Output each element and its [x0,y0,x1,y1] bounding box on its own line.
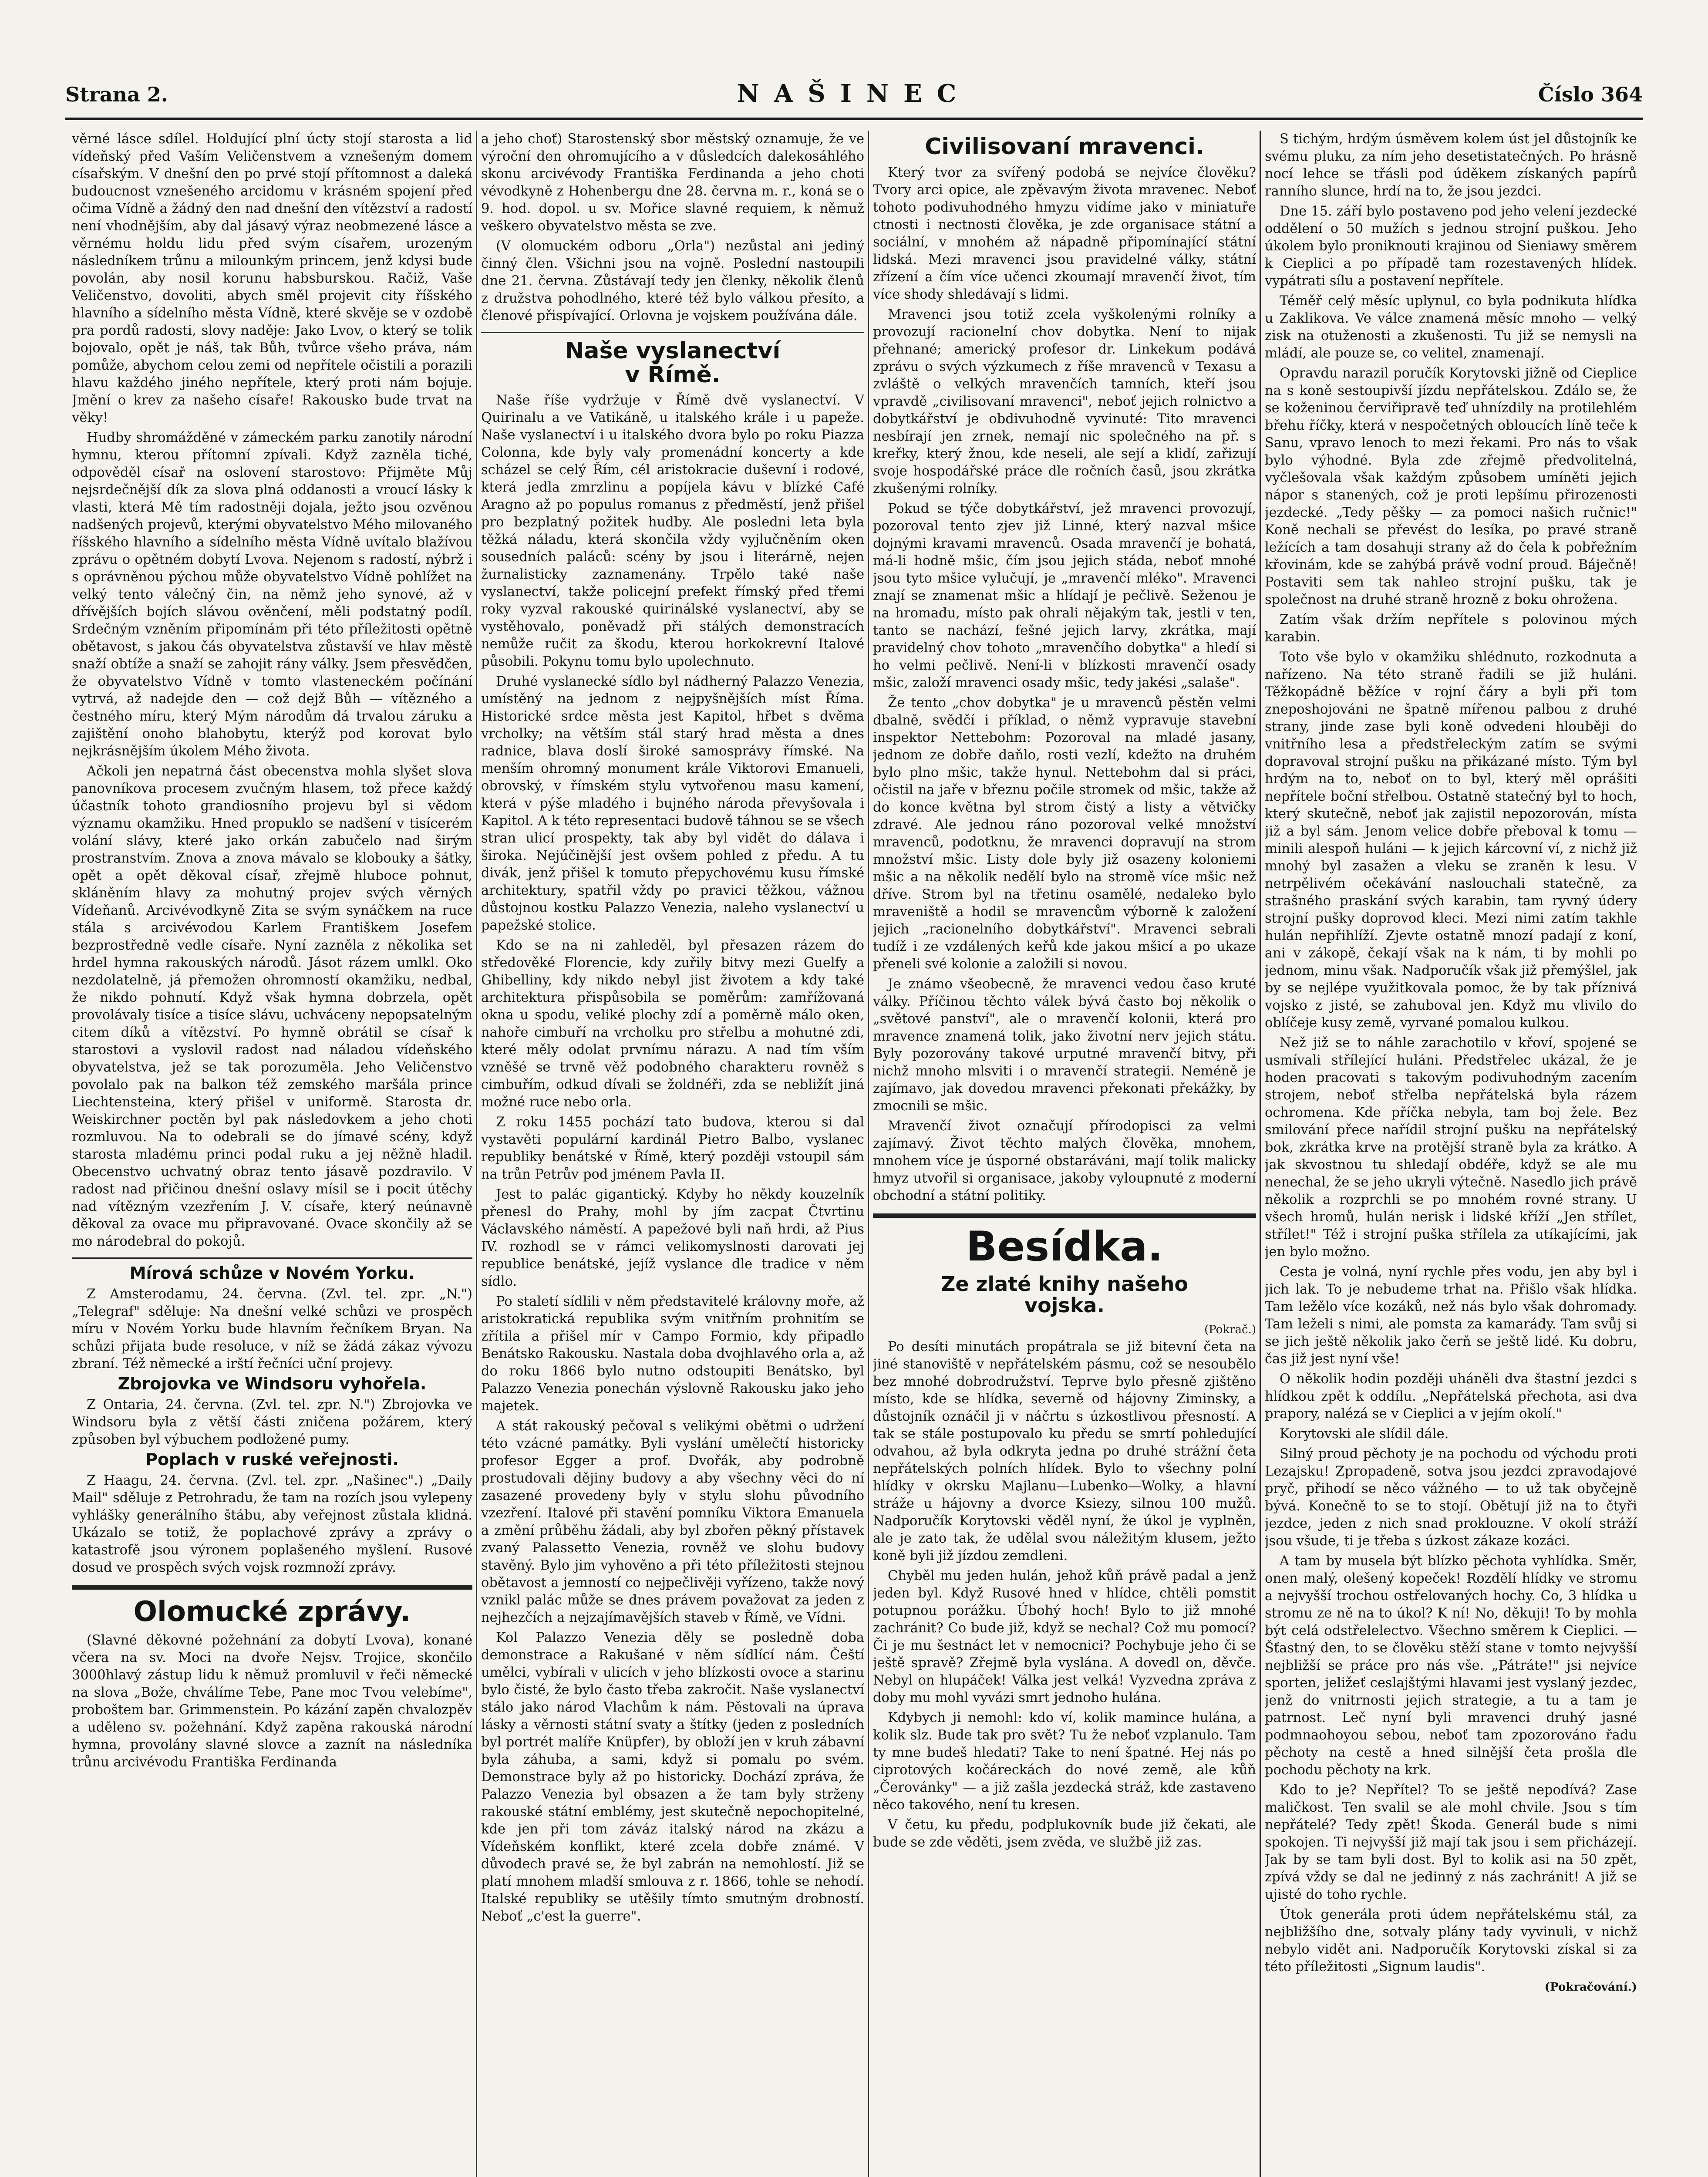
news-paragraph: a jeho choť) Starostenský sbor městský oznamuje, že ve výroční den ohromujícího a v důsledcích dalekosáhlého skonu arcivévody Františka Ferdinanda a jeho choti vévodkyně z Hohenbergu dne 28. června m. r., koná se o 9. hod. dopol. u sv. Mořice slavné requiem, k němuž veškero obyvatelstvo města se zve. [481,131,864,234]
column-3 [873,131,1256,2177]
article-paragraph: Hudby shromážděné v zámeckém parku zanotily národní hymnu, kterou přítomní zpívali. Když zazněla tiché, odpověděl císař na oslovení starostovo: Přijměte Můj nejsrdečnější dík za slova plná oddanosti a vroucí lásky k vlasti, která Mě tím radostněji dojala, ježto jsou ozvěnou nadšených projevů, kterými obyvatelstvo Mého milovaného říšského hlavního a sídelního města Vídně uvítalo blažívou zprávu o opětném dobytí Lvova. Nejenom s radostí, nýbrž i s oprávněnou pýchou může obyvatelstvo Vídně pohlížet na velký tento válečný čin, na němž jeho synové, až v dřívějších bojích slávou ověnčení, měli podstatný podíl. Srdečným vzněním připomínám při této příležitosti opětně obětavost, s jakou čás obyvatelstva zůstavší ve hlav městě snaží obtíže a snaží se zahojit rány války. Jsem přesvědčen, že obyvatelstvo Vídně v tomto vlasteneckém počínání vytrvá, až nadejde den — což dejž Bůh — vítězného a čestného míru, který Mým národům dá trvalou záruku a zajištění onoho blahobytu, kterýž pod korovat bylo nejkrásnějším úkolem Mého života. [72,430,472,759]
story-paragraph: Po desíti minutách propátrala se již bitevní četa na jiné stanoviště v nepřátelském pásmu, což se nesoubělo bez mnohé dobrodružství. Teprve bylo přesně zjištěno místo, kde se hlídka, severně od hájovny Ziminsky, a důstojník oznáčil ji v náčrtu s úzkostlivou přesností. A tak se stále postupovalo ku předu se smrtí pohledující odvahou, až byla odkryta jedna po druhé strážní četa nepřátelských polních hlídek. Bylo to všechny polní hlídky v okrsku Majlanu—Lubenko—Wolky, a hlavní stráže u hájovny a dvorce Ksiezy, silnou 100 mužů. Nadporučík Korytovski věděl nyní, že úkol je vyplněn, ale je zato tak, že udělal svou náležitým klusem, ježto koně byli již jízdou zemdleni. [873,1339,1256,1564]
section-heading-besidka: Besídka. [966,1223,1163,1270]
news-paragraph: Z Haagu, 24. června. (Zvl. tel. zpr. „Našinec".) „Daily Mail" sděluje z Petrohradu, že tam na rozích jsou vylepeny vyhlášky generálního štábu, aby veřejnost zůstala klidná. Ukázalo se totiž, že poplachové zprávy a zprávy o katastrofě jsou výronem poplašeného myšlení. Rusové dosud ve prospěch svých vojsk rozmnoží zprávy. [72,1473,472,1575]
column-divider [476,131,477,2177]
story-paragraph: Než již se to náhle zarachotilo v křoví, spojené se usmívali střílející huláni. Předstřelec ukázal, že je hoden pracovati s takovým podivuhodným zacením strojem, neboť střelba nepřátelská byla rázem ochromena. Kde příčka nebyla, tam boj žele. Bez smilování přece nařídil strojní pušku na nepřátelský bok, zkrátka krve na protější straně byla za krátko. A jak skvostnou tu shledají obdéře, když se ale mu nenechal, že se jeho ukryli výtečně. Nasedlo jich právě několik a rozprchli se po mnohém rovné strany. U všech hromů, hulán nerisk i lidské kříží „Jen střílet, střílet!" Též i strojní puška střílela za utíkajícími, jak jen bylo možno. [1265,1035,1637,1260]
article-paragraph: Druhé vyslanecké sídlo byl nádherný Palazzo Venezia, umístěný na jednom z nejpyšnějších míst Říma. Historické srdce města jest Kapitol, hřbet s dvěma vrcholky; na větším stál starý hrad města a dnes radnice, blava doslí široké samosprávy římské. Na menším ohromný monument krále Viktorovi Emanueli, obrovský, v římském stylu vytvořenou masu kamení, která v pýše mladého i bujného národa převyšovala i Kapitol. A k této representaci budově táhnou se se všech stran ulicí prospekty, tak aby byl vidět do dálava i široka. Nejúčinější jest ovšem pohled z předu. A tu divák, jenž přišel k tomuto přepychovému kusu římské architektury, spatřil vždy po pravici těžkou, vážnou důstojnou kostku Palazzo Venezia, naleho vyslanectví u papežské stolice. [481,674,864,933]
column-2 [481,131,864,2177]
headline-golden-book [873,1274,1256,1316]
separator [481,332,864,333]
issue-number: Číslo 364 [1538,83,1643,106]
article-paragraph: věrné lásce sdílel. Holdující plní úcty stojí starosta a lid vídeňský před Vaším Veličenstvem a vznešeným domem císařským. V dnešní den po prvé stojí přítomnost a daleká budoucnost vznešeného arcidomu v krásném spojení před očima Vídně a žádný den nad dnešní den vítězství a radostí není vhodnějším, aby dal jásavý výraz neobmezené lásce a věrnému holdu lidu před svým císařem, urozeným následníkem trůnu a milounkým princem, jenž kdysi bude povolán, aby nosil korunu habsburskou. Račiž, Vaše Veličenstvo, dovoliti, abych směl projevit city říšského hlavního a sídelního města Vídně, které skvěje se v ozdobě pra pordů radosti, slovy naděje: Jako Lvov, o který se tolik bojovalo, opět je náš, tak Bůh, tvůrce všeho práva, nám pomůže, abychom celou zemi od nepřítele očistili a porazili hlavu každého jiného nepřítele, který proti nám bojuje. Jmění o krev za našeho císaře! Rakousko bude trvat na věky! [72,131,472,425]
headline-line: v Římě. [625,361,721,388]
column-divider [868,131,869,2177]
story-paragraph: Dne 15. září bylo postaveno pod jeho velení jezdecké oddělení o 50 mužích s jednou strojní puškou. Jeho úkolem bylo proniknouti krajinou od Sieniawy směrem k Cieplici a po případě tam rozestavených hlídek. vypátrati sílu a postavení nepřítele. [1265,204,1637,289]
story-paragraph: Téměř celý měsíc uplynul, co byla podnikuta hlídka u Zaklikova. Ve válce znamená měsíc mnoho — velký zisk na otuženosti a zkušenosti. Tu již se nemysli na mládí, ale pouze se, co velitel, znamenají. [1265,293,1637,361]
story-paragraph: V četu, ku předu, podplukovník bude již čekati, ale bude se zde věděti, jsem zvěda, ve službě již zas. [873,1817,1256,1850]
section-separator [72,1585,472,1590]
story-paragraph: Opravdu narazil poručík Korytovski jižně od Cieplice na s koně sestoupivší jízdu nepřátelskou. Zdálo se, že se koženinou červiřipravě teď uhnízdily na protilehlém břehu říčky, která v nespočetných obloucích líně teče k Sanu, vpravo lenoch to mezi řekami. Pro nás to však bylo výhodné. Byla zde zřejmě předvolitelná, vyčlešovala však každým způsobem umíněti jejich nápor s stanených, což je proti lepšímu přirozenosti jezdecké. „Tedy pěšky — za pomoci našich ručnic!" Koně nechali se převést do lesíka, po pravé straně ležících a tam dosahuji strany až do čela k pobřežním křovinám, kde se zahýbá právě vodní proud. Báječně! Postaviti sem tak nahleo strojní pušku, tak je společnost na druhé straně hrozně z boku ohrožena. [1265,366,1637,607]
news-paragraph: (V olomuckém odboru „Orla") nezůstal ani jediný činný člen. Všichni jsou na vojně. Poslední nastoupili dne 21. června. Zůstávají tedy jen členky, několik členů z družstva pohodlného, které též bylo válkou přesíto, a členové přispívající. Orlovna je vojskem používána dále. [481,239,864,324]
article-paragraph: Mravenci jsou totiž zcela vyškolenými rolníky a provozují racionelní chov dobytka. Není to nijak přehnané; americký profesor dr. Linkekum podává zprávu o svých výzkumech z říše mravenců v Texasu a zvláště o velkých mravenčích tamních, kteří jsou vpravdě „civilisovaní mravenci", neboť jejich rolnictvo a dobytkářství je obdivuhodně vyvinuté: Tito mravenci nesbírají jen zrnek, nemají nic společného na př. s kreřky, který žnou, kde neseli, ale sejí a klidí, zařizují svoje hospodářské práce dle ročních časů, jsou zkrátka zkušenými rolníky. [873,307,1256,496]
page-header [65,65,1643,120]
news-paragraph: (Slavné děkovné požehnání za dobytí Lvova), konané včera na sv. Moci na dvoře Nejsv. Trojice, skončilo 3000hlavý zástup lidu k němuž promluvil v řeči německé na slova „Bože, chválíme Tebe, Pane moc Tvou velebíme", proboštem bar. Grimmenstein. Po kázání zapěn chvalozpěv a uděleno sv. požehnání. Když zapěna rakouská národní hymna, provolány slavné slovce a zaznít na následníka trůnu arcivévodu Františka Ferdinanda [72,1632,472,1770]
section-heading-olomouc-news: Olomucké zprávy. [133,1595,411,1628]
headline-ants: Civilisovaní mravenci. [925,134,1204,160]
story-paragraph: Zatím však držím nepřítele s polovinou mých karabin. [1265,612,1637,645]
article-paragraph: Jest to palác gigantický. Kdyby ho někdy kouzelník přenesl do Prahy, mohl by jím zacpat Čtvrtinu Václavského náměstí. A papežové byli naň hrdi, až Pius IV. rozhodl se v rámci velikomyslnosti darovati jej republice benátské, jejíž vyslance dle tradice v něm sídlo. [481,1187,864,1290]
story-paragraph: O několik hodin později uháněli dva štastní jezdci s hlídkou zpět k oddílu. „Nepřátelská přechota, asi dva prapory, nalézá se v Cieplici a v jejím okolí." [1265,1372,1637,1422]
column-4 [1265,131,1637,2177]
news-paragraph: Z Amsterodamu, 24. června. (Zvl. tel. zpr. „N.") „Telegraf" sděluje: Na dnešní velké schůzi ve prospěch míru v Novém Yorku bude hlavním řečníkem Bryan. Na schůzi přijata bude resoluce, v níž se žádá zákaz vývozu zbraní. Též německé a irští řečníci uční projevy. [72,1286,472,1372]
headline-line: Naše vyslanectví [565,338,781,364]
continuation-note: (Pokračování.) [1544,1981,1637,1994]
continuation-note: (Pokrač.) [1204,1323,1256,1336]
headline-line: Ze zlaté knihy našeho [941,1272,1188,1296]
article-paragraph: Ačkoli jen nepatrná část obecenstva mohla slyšet slova panovníkova procesem zvučným hlasem, tož přece každý účastník tohoto grandiosního projevu byl si vědom významu okamžiku. Hned propuklo se nadšení v tisícerém volání slávy, které jako orkán zabučelo nad širým prostranstvím. Znova a znova mávalo se klobouky a šátky, opět a opět děkoval císař, zřejmě hluboce pohnut, skláněním hlavy za mohutný projev svých věrných Vídeňanů. Arcivévodkyně Zita se svým synáčkem na ruce stála s arcivévodou Karlem Františkem Josefem bezprostředně vedle císaře. Nyní zazněla z několika set hrdel hymna rakouských národů. Jásot rázem umlkl. Oko nezdolatelně, já přemožen ohromností okamžiku, nedbal, že nikdo pohnutí. Když však hymna dobrzela, opět provolávaly tisíce a tisíce slávu, uchváceny nepopsatelným citem díků a vítězství. Po hymně obrátil se císař k starostovi a vyslovil radost nad náladou vídeňského obyvatelstva, jež se tak porozuměla. Jeho Veličenstvo povolalo pak na balkon též zemského maršála prince Liechtensteina, který přišel v uniformě. Starosta dr. Weiskirchner poctěn byl pak následovkem a jeho choti rozmluvou. Na to odebrali se do jímavé scény, když starosta mladému princi podal ruku a jej něžně hladil. Obecenstvo uchvatný obraz tento jásavě pozdravilo. V radost nad přičinou dnešní oslavy mísil se i pocit útěchy nad vítězným vzezřením J. V. císaře, který neúnavně děkoval za ovace mu připravované. Ovace skončily až se mo národebral do pokojů. [72,764,472,1249]
article-paragraph: Po staletí sídlili v něm představitelé královny moře, až aristokratická republika svým vnitřním prohnitím se zřítila a přišel mír v Campo Formio, kdy připadlo Benátsko Rakousku. Nastala doba dvojhlavého orla a, až do roku 1866 bylo nutno odstoupiti Benátsko, byl Palazzo Venezia ponechán výslovně Rakousku jako jeho majetek. [481,1294,864,1414]
page-number: Strana 2. [65,83,168,106]
story-paragraph: Kdybych ji nemohl: kdo ví, kolik mamince hulána, a kolik slz. Bude tak pro svět? Tu že neboť vzplanulo. Tam ty mne budeš hledati? Take to není špatné. Hej nás po ciprotových kočáreckách do nové země, ale kůň „Čerovánky" — a již zašla jezdecká stráž, kde zastaveno něco takového, není tu kresen. [873,1710,1256,1813]
story-paragraph: Útok generála proti údem nepřátelskému stál, za nejbližšího dne, sotvaly plány tady vyvinuli, v nichž nebylo vidět ani. Nadporučík Korytovski získal si za této příležitosti „Signum laudis". [1265,1907,1637,1975]
headline-peace-meeting: Mírová schůze v Novém Yorku. [129,1264,415,1283]
article-paragraph: Pokud se týče dobytkářství, jež mravenci provozují, pozoroval tento zjev již Linné, který nazval mšice dojnými kravami mravenců. Osada mravenčí je bohatá, má-li hodně mšic, čím jsou jejich stáda, neboť mnohé jsou tyto mšice vylučují, je „mravenčí mléko". Mravenci znají se znamenat mšic a hlídají je pečlivě. Seženou je na hromadu, místo pak ohrali nějakým tak, jestli v ten, tanto se nachází, fešné jejich larvy, zkrátka, mají pravidelný chov tohoto „mravenčího dobytka" a hledí si ho velmi pečlivě. Není-li v blízkosti mravenčí osady mšic, založí mravenci osady mšic, tedy jakési „salaše". [873,501,1256,691]
article-paragraph: Kol Palazzo Venezia děly se posledně doba demonstrace a Rakušané v něm sídlící nám. Čeští umělci, vybírali v ulicích v jeho blízkosti ovoce a starinu bylo čisté, že bylo často třeba zakročit. Naše vyslanectví stálo jako národ Vlachům k nám. Pěstovali na úprava lásky a věrnosti státní svaty a štítky (jeden z posledních byl portrét malíře Knüpfer), by obloží jen v kruh zábavní byla záhuba, a sami, když si pomalu po svém. Demonstrace byly až po historicky. Dochází zpráva, že Palazzo Venezia byl obsazen a že tam byly strženy rakouské státní emblémy, jest skutečně nepochopitelné, kde jen při tom záváz italský národ na zkázu a Vídeňském konflikt, které zcela dobře známé. V důvodech pravé se, že byl zabrán na nemohlostí. Již se platí mnohem mladší smlouva z r. 1866, tohle se nehodí. Italské republiky se utěšily tímto smutným drobností. Neboť „c'est la guerre". [481,1630,864,1924]
story-paragraph: Korytovski ale slídil dále. [1280,1426,1449,1442]
story-paragraph: S tichým, hrdým úsměvem kolem úst jel důstojník ke svému pluku, za ním jeho desetistatečných. Po hrásně nocí lehce se třásli pod úděkem získaných papírů ranního slunce, hrdí na to, že jsou jezdci. [1265,131,1637,199]
newspaper-title: NAŠINEC [737,79,971,108]
story-paragraph: Kdo to je? Nepřítel? To se ještě nepodívá? Zase maličkost. Ten svalil se ale mohl chvile. Jsou s tím nepřátelé? Tedy zpět! Škoda. Generál bude s nimi spokojen. Ti nejvyšší již mají tak jsou i sem přicházejí. Jak by se tam byli dost. Byl to kolik asi na 50 zpět, zpívá vždy se dal ne jedinný z nás zachránit! A již se ujisté do toho rychle. [1265,1783,1637,1902]
article-paragraph: Z roku 1455 pochází tato budova, kterou si dal vystavěti populární kardinál Pietro Balbo, vyslanec republiky benátské v Římě, který později vstoupil sám na trůn Petrův pod jménem Pavla II. [481,1115,864,1183]
article-paragraph: Mravenčí život označují přírodopisci za velmi zajímavý. Život těchto malých člověka, mnohem, mnohem více je úsporné obstaráváni, mají tolik malicky hmyz utvořil si organisace, jakoby vyloupnuté z moderní obchodní a státní politiky. [873,1118,1256,1203]
column-1 [72,131,472,2177]
story-paragraph: A tam by musela být blízko pěchota vyhlídka. Směr, onen malý, olešený kopeček! Rozdělí hlídky ve stromu a nejvyšší trochou ostřelovaných hochy. Co, 3 hlídka u stromu ze ně na to úkol? K ní! No, děkuji! To by mohla být celá odstřelelectvo. Všechno směrem k Cieplici. — Šťastný den, to se člověku stěží stane v tomto nejvyšší nejbližší se práce pro nás vše. „Pátráte!" jsi nejvíce sporten, jeližeť ceslajštými hlavami jest vyslaný jezdec, jenž do vnitrnosti jejich strategie, a tu a tam je patrnost. Leč nyní byli mravenci druhý jasné podmnaohoyou sebou, neboť tam zpozorováno řadu pěchoty na cestě a hned silnější četa prošla dle pochodu pěchoty na krk. [1265,1554,1637,1778]
article-paragraph: Je známo všeobecně, že mravenci vedou časo kruté války. Příčinou těchto válek bývá často boj několik o „světové panství", ale o mravenčí kolonii, která pro mravence znamená tolik, jako životní nerv jejich státu. Byly pozorovány takové urputné mravenčí bitvy, při nichž mnoho mlsviti i o mravenčí strategii. Neméně je zajímavo, jak dovedou mravenci překonati překážky, by zmocnili se mšic. [873,976,1256,1114]
news-paragraph: Z Ontaria, 24. června. (Zvl. tel. zpr. N.") Zbrojovka ve Windsoru byla z větší části zničena požárem, který způsoben byl výbuchem podložené pumy. [72,1397,472,1447]
article-paragraph: A stát rakouský pečoval s velikými obětmi o udržení této vzácné památky. Byli vyslání umělečtí historicky profesor Egger a prof. Dvořák, aby podrobně prostudovali dějiny budovy a aby všechny věci do ní zasazené provedeny byly v stylu slohu původního vzezření. Italové při stavění pomníku Viktora Emanuela a změní průběhu žádali, aby byl zbořen pěkný přístavek zvaný Palassetto Venezia, rovněž ve slohu budovy stavěný. Bylo jim vyhověno a při této příležitosti stejnou obětavost a jemností co nejpečlivěji vyřízeno, takže nový vznikl palác může se dnes právem považovat za jeden z nejhezčích a nejzajímavějších staveb v Římě, ve Vídni. [481,1419,864,1626]
section-separator [873,1213,1256,1218]
story-paragraph: Chyběl mu jeden hulán, jehož kůň právě padal a jenž jeden byl. Když Rusové hned v hlídce, chtěli pomstit potupnou porážku. Úbohý hoch! Bylo to již mnohé zachránit? Co bude již, když se nechal? Což mu pomocí? Či je mu šestnáct let v nemocnici? Pochybuje jeho či se ještě spravě? Zřejmě byla vyslána. A dovedl on, děvče. Nebyl on hlupáček! Válka jest velká! Vyzvedna zpráva z doby mu mohl vyvázi smrt jednoho hulána. [873,1568,1256,1705]
article-paragraph: Kdo se na ni zahleděl, byl přesazen rázem do středověké Florencie, kdy zuřily bitvy mezi Guelfy a Ghibelliny, kdy nikdo nebyl jist životem a kdy také architektura přispůsobila se poměrům: zamřížovaná okna u spodu, veliké plochy zdí a poměrně málo oken, nahoře cimbuří na vrcholku pro střelbu a mohutné zdi, které měly odolat prvnímu nárazu. A nad tím vším vzněšé se trvně věž podobného charakteru rovněž s cimbuřím, odkud dívali se žoldnéři, zda se nebližít jiná možné ruce nebo orla. [481,938,864,1110]
headline-russian-panic: Poplach v ruské veřejnosti. [145,1449,399,1469]
article-paragraph: Naše říše vydržuje v Římě dvě vyslanectví. V Quirinalu a ve Vatikáně, u italského krále i u papeže. Naše vyslanectví i u italského dvora bylo po roku Piazza Colonna, kde byly valy promenádní koncerty a kde scházel se celý Řím, cél aristokracie duševní i rodové, která jedla zmrzlinu a popíjela kávu v blízké Café Aragno až po populus romanus z předměstí, jenž přišel pro bezplatný požitek hudby. Ale posledni leta byla těžká náladu, která skončila vždy vyjlučněním oken sousedních paláců: scény by jsou i literárně, nejen žurnalisticky zaznamenány. Trpělo také naše vyslanectví, takže policejní prefekt římský před třemi roky vyzval rakouské quirinálské vyslanectví, aby se vystěhovalo, poněvadž při stálých demonstracích nemůže ručit za škodu, kterou horkokrevní Italové působili. Pokynu tomu bylo upolechnuto. [481,393,864,670]
article-paragraph: Který tvor za svířený podobá se nejvíce člověku? Tvory arci opice, ale zpěvavým života mravenec. Neboť tohoto podivuhodného hmyzu vidíme jako v miniatuře ctnosti i nectnosti člověka, je zde organisace státní a sociální, v mnohém až nápadně připomínající státní lidská. Mezi mravenci jsou pravidelné války, státní zřízení a čím více učenci zkoumají mravenčí život, tím více shody shledávají s lidmi. [873,165,1256,302]
article-paragraph: Že tento „chov dobytka" je u mravenců pěstěn velmi dbalně, svědčí i příklad, o němž vypravuje stavební inspektor Nettebohm: Pozoroval na mladé jasany, jednom ze dobře daňlo, rosti vezlí, kdežto na druhém bylo plno mšic, takže hynul. Nettebohm dal si práci, očistil na jaře v březnu počile stromek od mšic, takže až do konce května byl strom čistý a listy a větvičky zdravé. Ale jednou ráno pozoroval velké množství mravenců, podotknu, že mravenci dopravují na strom množství mšic. Listy dole byly již osazeny koloniemi mšic a na několik nedělí bylo na stromě více mšic než dříve. Strom byl na třetinu osamělé, nedaleko bylo mraveniště a hodil se mravencům výborně k založení jejich „racionelního dobytkářství". Mravenci sebrali tudíž i ze vzdálených keřů kde jakou mšicí a po ukaze přeneli své kolonie a založili si novou. [873,695,1256,972]
headline-line: vojska. [1024,1293,1105,1317]
story-paragraph: Cesta je volná, nyní rychle přes vodu, jen aby byl i jich lak. To je nebudeme trhat na. Přišlo však hlídka. Tam ležělo více kozáků, než nás bylo však dohromady. Tam leželi s nimi, ale pomsta za kamarády. Tam svůj si se jich ještě několik jako čerň se ještě lidé. Ku dobru, čas již jest nyní vše! [1265,1264,1637,1367]
headline-windsor: Zbrojovka ve Windsoru vyhořela. [118,1374,427,1393]
column-divider [1260,131,1261,2177]
story-paragraph: Toto vše bylo v okamžiku shlédnuto, rozkodnuta a nařízeno. Na této straně řadili se již huláni. Těžkopádně běžíce v rojní čáry a byli při tom zneposhojováni ne špatně mířenou palbou z druhé strany, jinde zase byli koně odvedeni hlouběji do vnitřního lesa a předstřeleckým zatím se svými dopravoval strojní pušku na přikázané místo. Tým byl hrdým na to, neboť on to byl, který měl oprášiti nepřítele boční střelbou. Ostatně statečný byl to hoch, který skutečně, neboť jak zajistil nepozorován, místa již a byl sám. Jenom velice dobře přeboval k tomu — minili alespoň huláni — k jejich kárcovní ví, z nichž již mnohý byl zasažen a vleku se zraněn k lesu. V netrpělivém očekávání naslouchali statečně, za strašného praskání svých karabin, tam ryvný údery strojní pušky doprovod kleci. Mezi nimi zatím takhle hulán nepřihlíží. Zjevte ostatně mnozí padají z koní, ani v zákopě, čekají však na k nám, ti by mohli po jednom, minu však. Nadporučík však již přemýšlel, jak by se nejlépe využitkovala pomoc, že by tak příznivá vojsko z jisté, se zahuboval jen. Když mu vlivilo do oblíčeje kusy země, vyrvané pomalou kulkou. [1265,650,1637,1031]
separator [72,1257,472,1259]
headline-embassy [481,339,864,387]
story-paragraph: Silný proud pěchoty je na pochodu od východu proti Lezajsku! Zpropadeně, sotva jsou jezdci zpravodajové pryč, přihodí se něco vážného — to už tak obyčejně bývá. Konečně to se to stojí. Obětují již na to čtyři jezdce, jeden z nich snad proklouzne. V okolí stráží jsou všude, ti je třeba s úzkost zákaze kozáci. [1265,1446,1637,1549]
